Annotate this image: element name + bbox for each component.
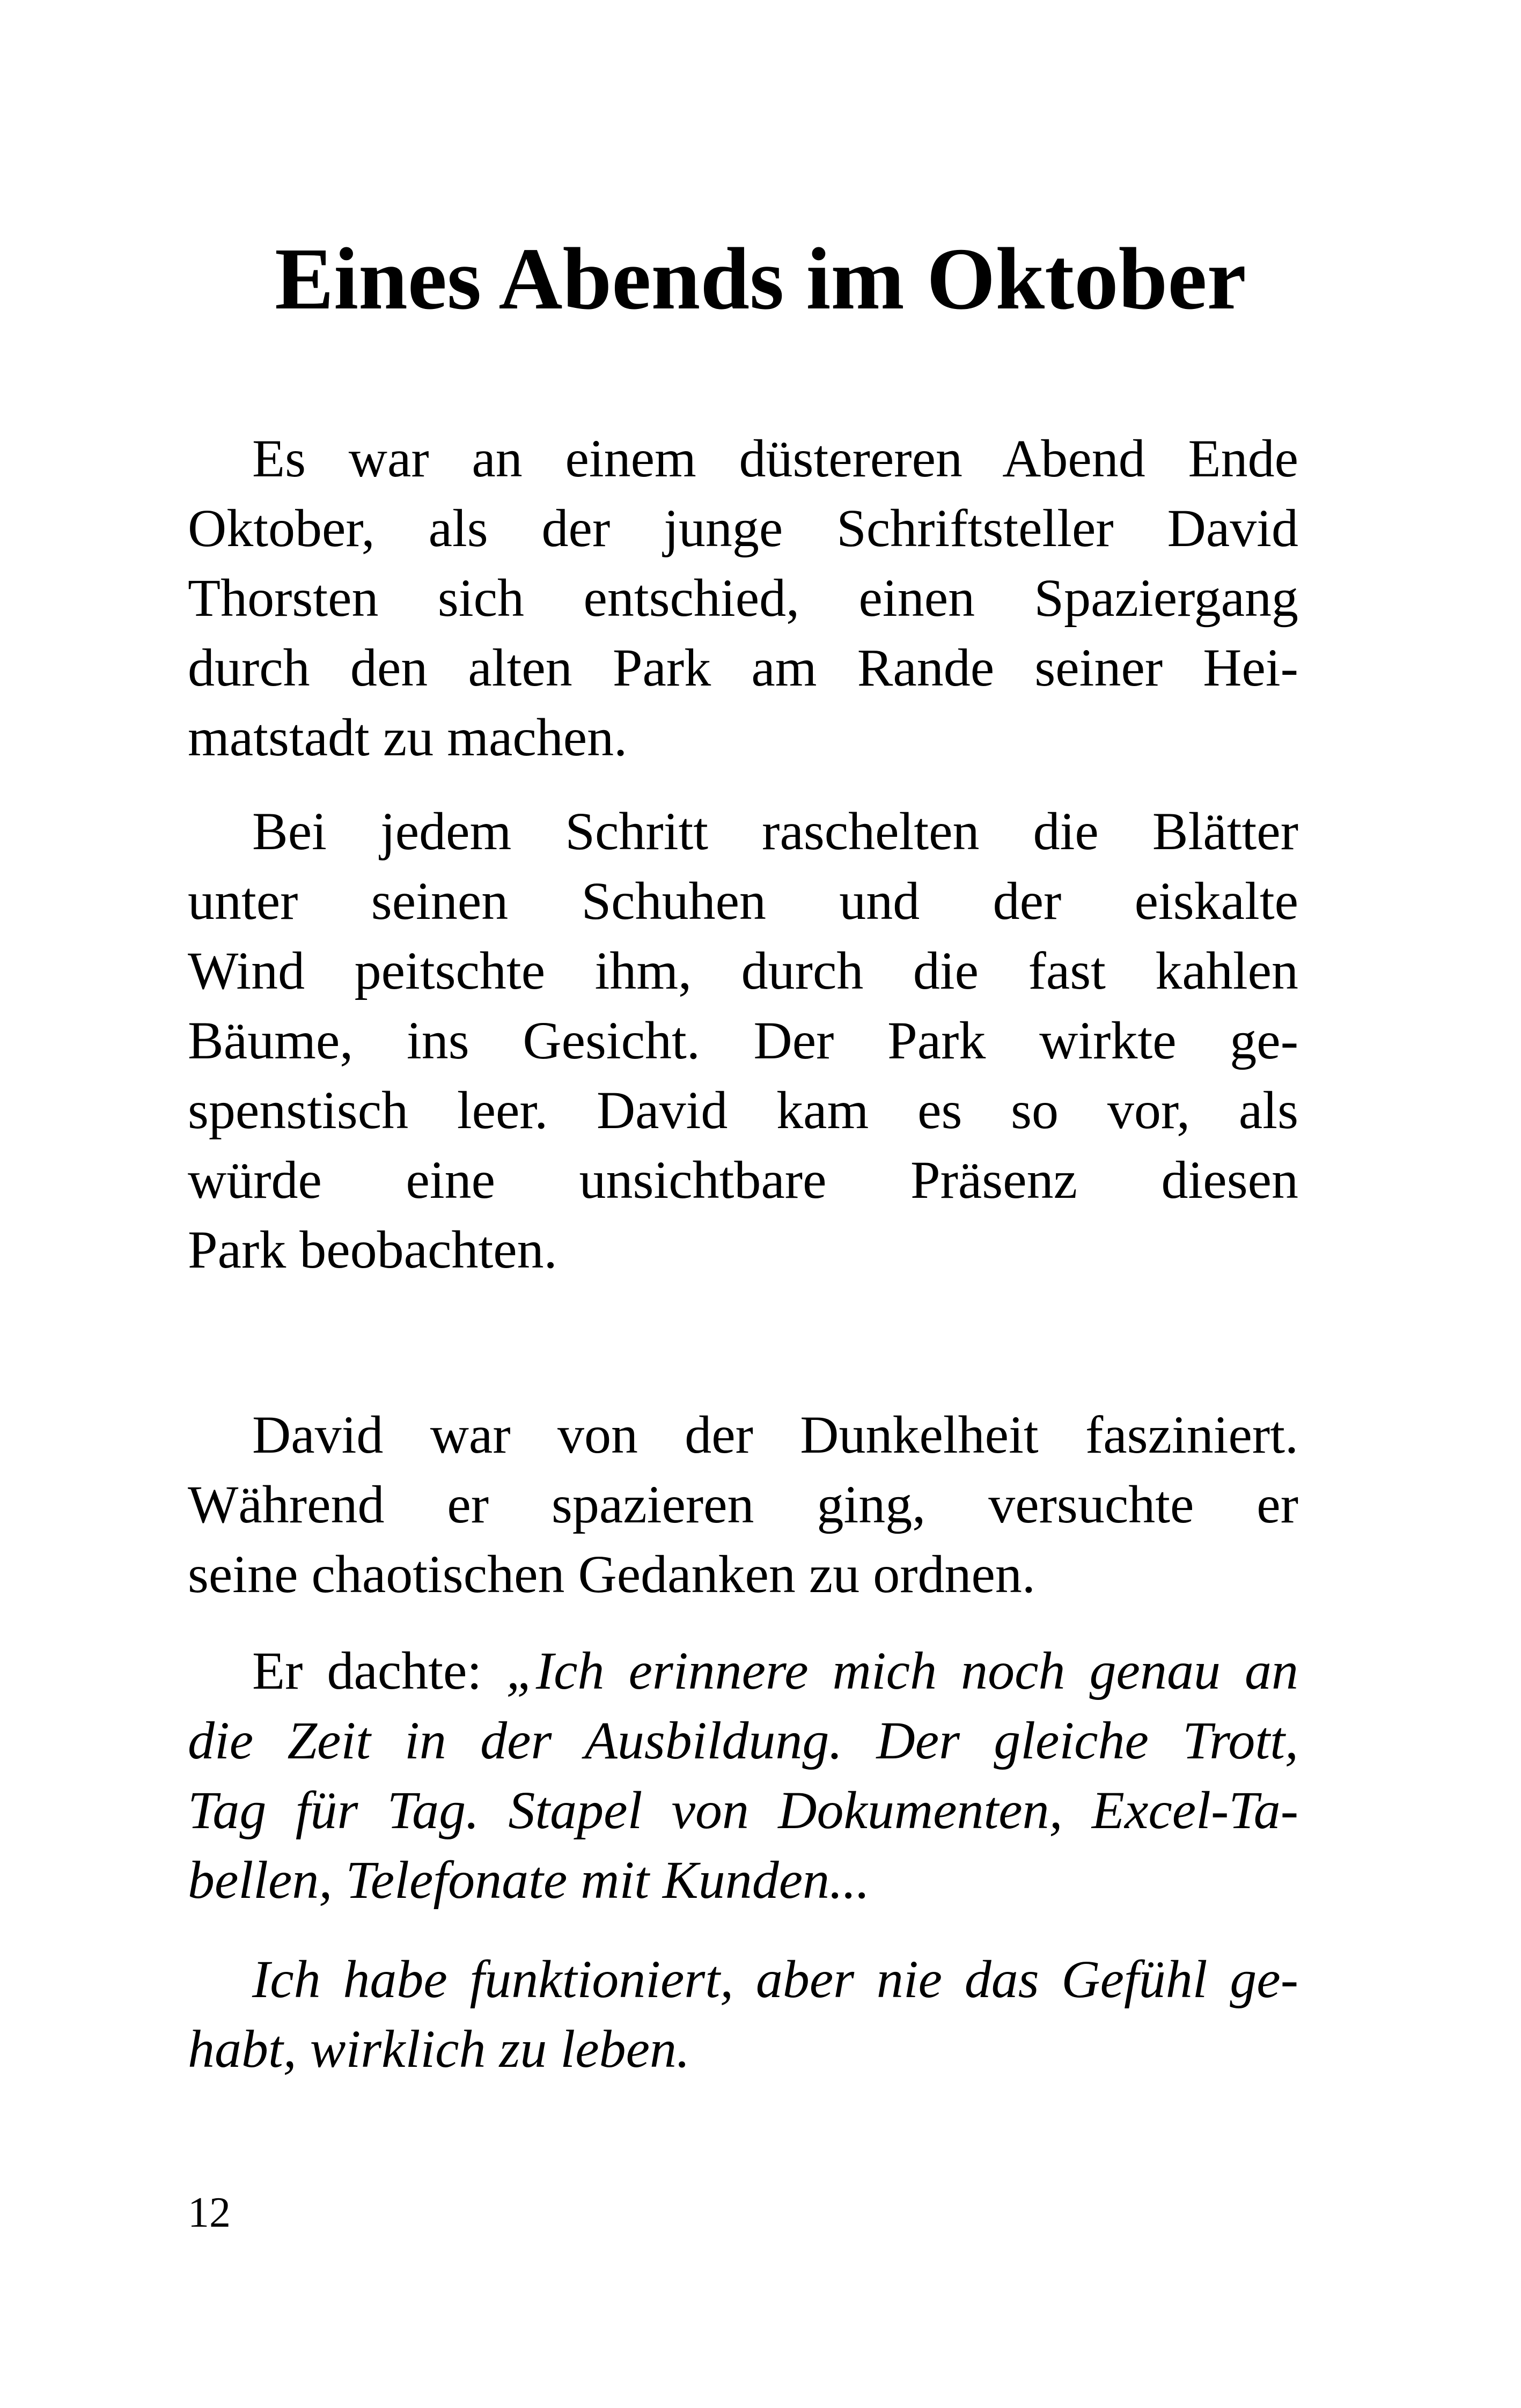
paragraph-2 <box>188 797 1298 1285</box>
text-line: Bäume, ins Gesicht. Der Park wirkte ge- <box>188 1011 1298 1070</box>
text-line: David war von der Dunkelheit fasziniert. <box>252 1405 1298 1464</box>
paragraph-3 <box>188 1400 1298 1609</box>
text-line: Wind peitschte ihm, durch die fast kahlen <box>188 941 1298 1000</box>
text-line: Thorsten sich entschied, einen Spaziergang <box>188 568 1298 628</box>
chapter-title: Eines Abends im Oktober <box>275 230 1246 328</box>
page-number: 12 <box>188 2189 231 2236</box>
italic-text-line: Tag für Tag. Stapel von Dokumenten, Excel-Ta- <box>188 1780 1298 1840</box>
italic-text-line: die Zeit in der Ausbildung. Der gleiche Trott, <box>188 1711 1298 1770</box>
italic-text-line: Ich habe funktioniert, aber nie das Gefühl ge- <box>252 1949 1298 2009</box>
italic-text: „Ich erinnere mich noch genau an <box>506 1641 1299 1700</box>
text-line <box>188 1636 1298 1706</box>
text-line: spenstisch leer. David kam es so vor, als <box>188 1080 1298 1140</box>
text-line: seine chaotischen Gedanken zu ordnen. <box>188 1544 1035 1604</box>
text-line: Oktober, als der junge Schriftsteller David <box>188 498 1298 558</box>
text-line: durch den alten Park am Rande seiner Hei- <box>188 638 1298 697</box>
text-line: unter seinen Schuhen und der eiskalte <box>188 871 1298 931</box>
text-line: Es war an einem düstereren Abend Ende <box>252 429 1298 488</box>
text-line: Bei jedem Schritt raschelten die Blätter <box>252 801 1298 861</box>
paragraph-1 <box>188 424 1298 772</box>
italic-text-line: habt, wirklich zu leben. <box>188 2019 690 2079</box>
text-line: würde eine unsichtbare Präsenz diesen <box>188 1150 1298 1210</box>
text-lead: Er dachte: <box>252 1641 506 1700</box>
text-line: Während er spazieren ging, versuchte er <box>188 1475 1298 1534</box>
text-line: Park beobachten. <box>188 1220 557 1279</box>
text-line: matstadt zu machen. <box>188 708 628 767</box>
paragraph-5 <box>188 1945 1298 2084</box>
italic-text-line: bellen, Telefonate mit Kunden... <box>188 1850 870 1910</box>
paragraph-4 <box>188 1636 1298 1915</box>
